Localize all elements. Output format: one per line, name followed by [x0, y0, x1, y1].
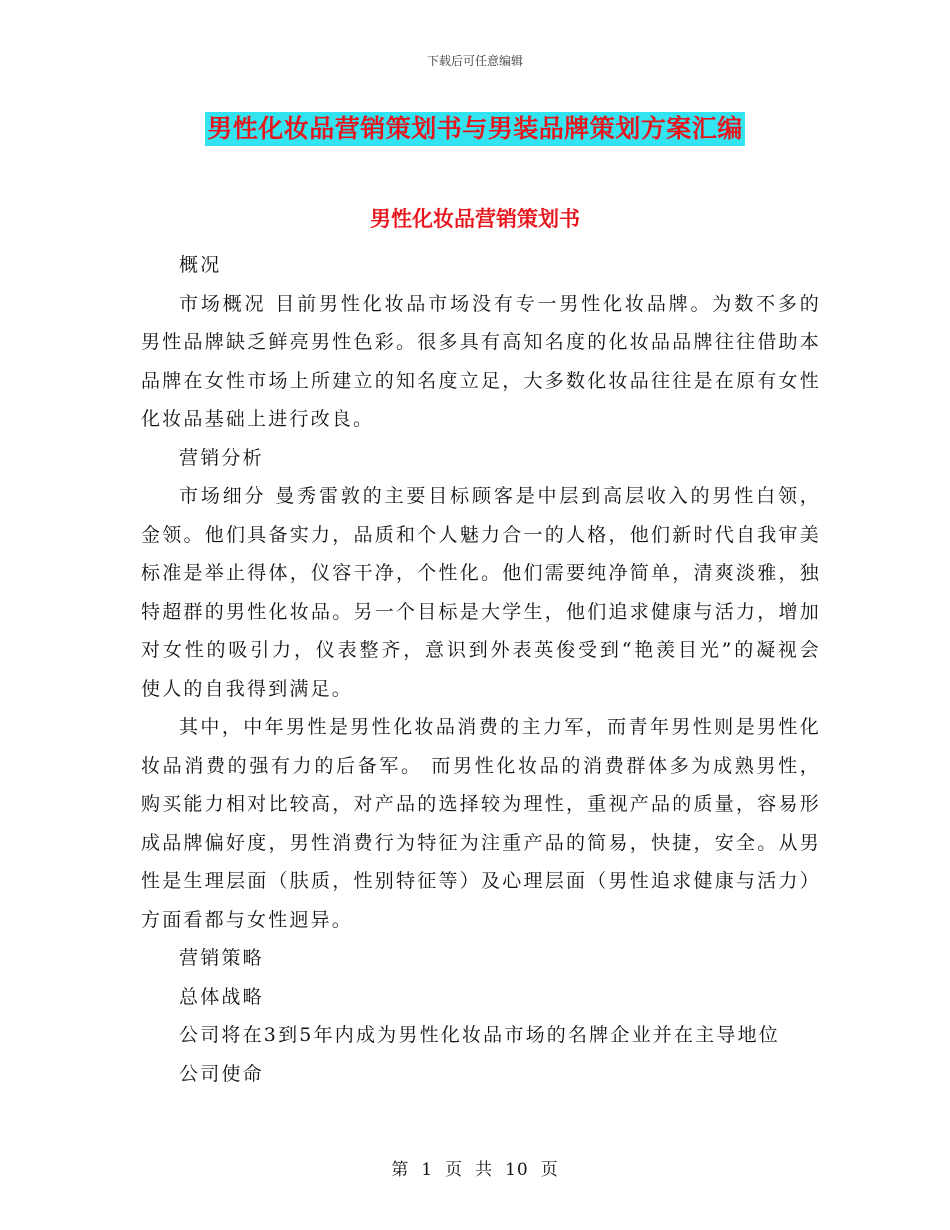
page-total-prefix: 共	[475, 1160, 494, 1180]
page-word: 页	[445, 1160, 464, 1180]
paragraph: 其中，中年男性是男性化妆品消费的主力军，而青年男性则是男性化妆品消费的强有力的后备军。 而男性化妆品的消费群体多为成熟男性，购买能力相对比较高，对产品的选择较为理性，重视产品的质量，容易形成品牌偏好度，男性消费行为特征为注重产品的简易，快捷，安全。从男性是生理层面（肤质，性别特征等）及心理层面（男性追求健康与活力）方面看都与女性迥异。	[141, 716, 821, 931]
paragraph: 营销分析	[179, 446, 264, 469]
paragraph: 概况	[179, 254, 222, 276]
page-suffix: 页	[540, 1160, 559, 1180]
page-number: 1	[421, 1160, 434, 1180]
document-body	[141, 246, 821, 1093]
document-title	[0, 112, 950, 146]
page-footer	[0, 1155, 950, 1180]
paragraph: 营销策略	[179, 947, 264, 969]
paragraph: 市场细分 曼秀雷敦的主要目标顾客是中层到高层收入的男性白领，金领。他们具备实力，品质和个人魅力合一的人格，他们新时代自我审美标准是举止得体，仪容干净，个性化。他们需要纯净简单，清爽淡雅，独特超群的男性化妆品。另一个目标是大学生，他们追求健康与活力，增加对女性的吸引力，仪表整齐，意识到外表英俊受到“艳羡目光”的凝视会使人的自我得到满足。	[141, 485, 821, 700]
paragraph: 公司将在3到5年内成为男性化妆品市场的名牌企业并在主导地位	[179, 1024, 780, 1046]
paragraph: 公司使命	[179, 1062, 264, 1085]
page-total: 10	[505, 1160, 529, 1180]
paragraph: 市场概况 目前男性化妆品市场没有专一男性化妆品牌。为数不多的男性品牌缺乏鲜亮男性色彩。很多具有高知名度的化妆品品牌往往借助本品牌在女性市场上所建立的知名度立足，大多数化妆品往往是在原有女性化妆品基础上进行改良。	[141, 292, 821, 430]
section-title: 男性化妆品营销策划书	[370, 206, 580, 231]
page-prefix: 第	[391, 1160, 410, 1180]
header-note: 下载后可任意编辑	[426, 54, 523, 68]
document-title-text: 男性化妆品营销策划书与男装品牌策划方案汇编	[205, 112, 745, 146]
paragraph: 总体战略	[179, 985, 264, 1008]
